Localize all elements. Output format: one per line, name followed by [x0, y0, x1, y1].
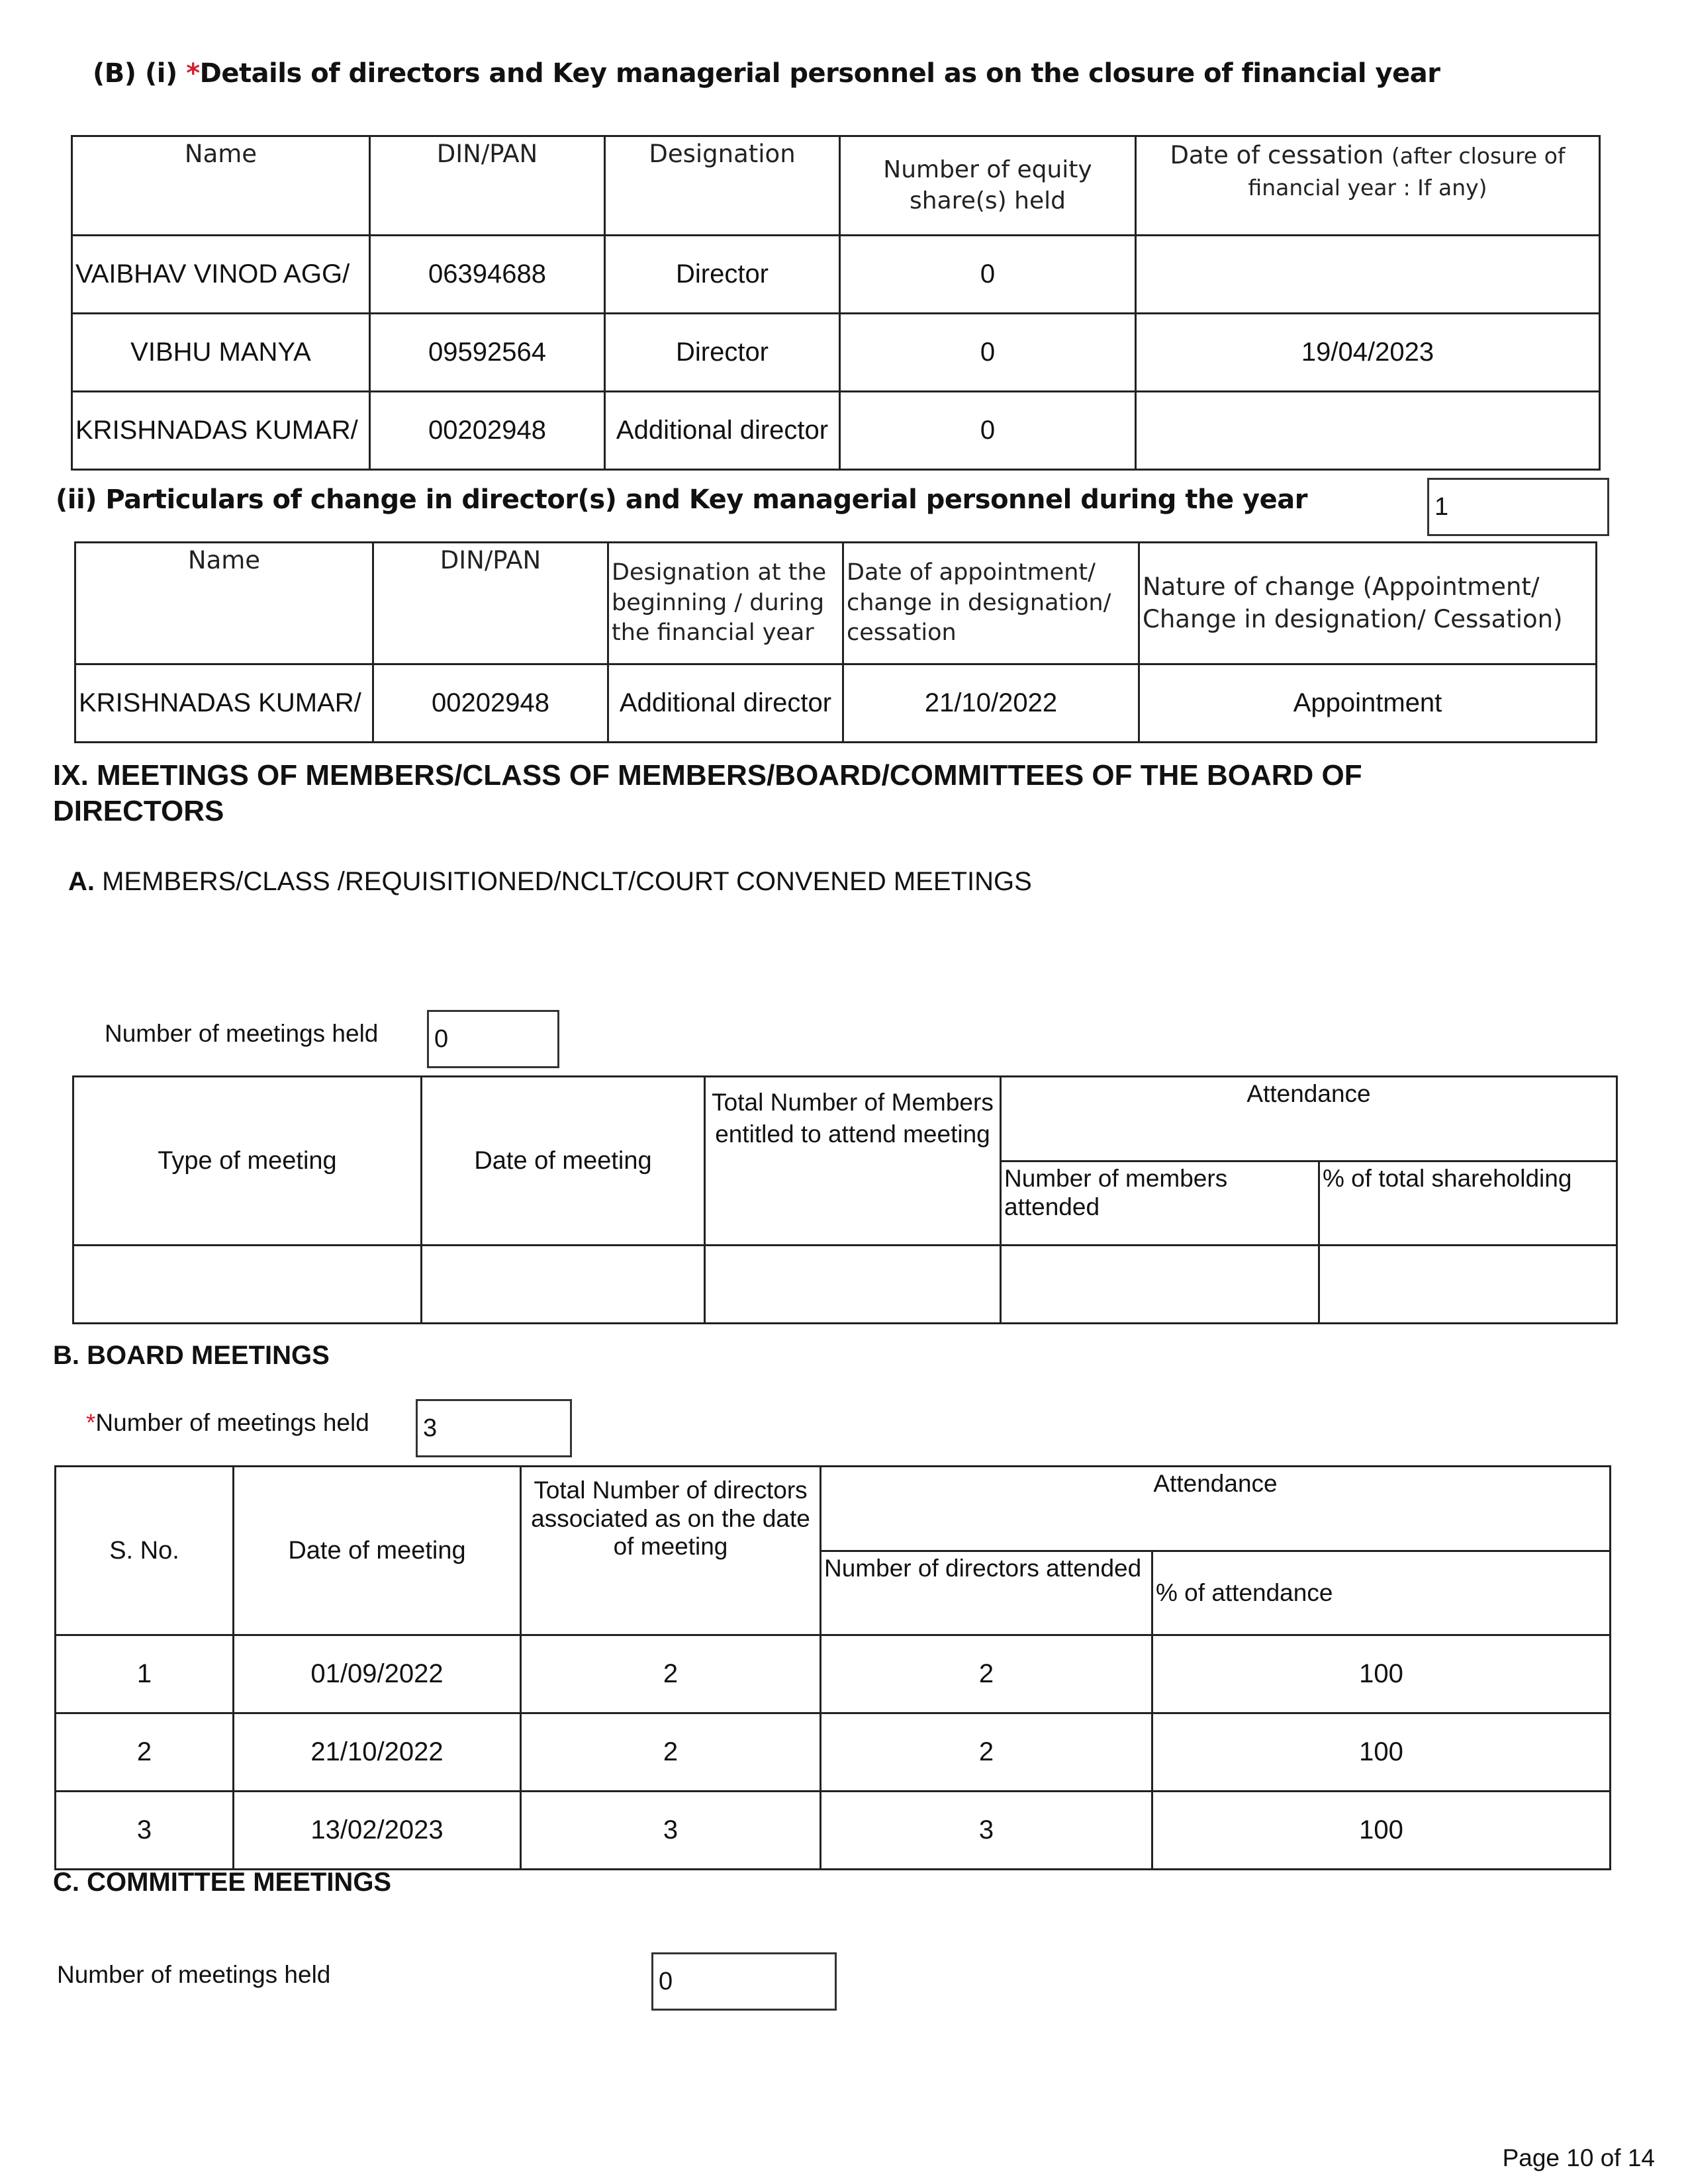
header-cessation	[1136, 136, 1600, 236]
header-name: Name	[72, 136, 370, 236]
header-date: Date of appointment/ change in designation/ cessation	[843, 543, 1139, 664]
board-meetings-table	[54, 1465, 1611, 1870]
a-meetings-label: Number of meetings held	[105, 1020, 379, 1047]
cell-date: 21/10/2022	[234, 1713, 521, 1792]
cell-pct: 100	[1152, 1792, 1611, 1870]
b-meetings-label	[86, 1409, 369, 1437]
table-row	[56, 1713, 1611, 1792]
header-sno: S. No.	[56, 1467, 234, 1635]
c-meetings-field[interactable]: 0	[651, 1952, 837, 2011]
header-attendance: Attendance	[821, 1467, 1611, 1551]
cell-total: 3	[521, 1792, 821, 1870]
cell-attended: 3	[821, 1792, 1152, 1870]
cell-empty	[1319, 1246, 1617, 1324]
cell-empty	[422, 1246, 705, 1324]
table-row	[72, 392, 1600, 470]
cell-pct: 100	[1152, 1713, 1611, 1792]
header-date: Date of meeting	[422, 1077, 705, 1246]
required-marker: *	[86, 1409, 96, 1436]
cell-date: 13/02/2023	[234, 1792, 521, 1870]
cell-total: 2	[521, 1635, 821, 1713]
cell-din: 06394688	[370, 236, 605, 314]
change-table	[74, 541, 1597, 743]
members-meetings-table	[72, 1075, 1618, 1324]
header-cessation-label: Date of cessation	[1170, 141, 1384, 169]
cell-designation: Additional director	[608, 664, 843, 743]
cell-empty	[73, 1246, 422, 1324]
cell-attended: 2	[821, 1635, 1152, 1713]
section-b1-prefix: (B) (i)	[93, 58, 187, 89]
cell-name: KRISHNADAS KUMAR/	[72, 392, 370, 470]
cell-shares: 0	[840, 236, 1136, 314]
cell-cessation	[1136, 392, 1600, 470]
c-meetings-label: Number of meetings held	[57, 1961, 331, 1988]
header-date: Date of meeting	[234, 1467, 521, 1635]
header-total: Total Number of Members entitled to attend meeting	[705, 1077, 1001, 1246]
cell-date: 01/09/2022	[234, 1635, 521, 1713]
cell-pct: 100	[1152, 1635, 1611, 1713]
section-ix-title: IX. MEETINGS OF MEMBERS/CLASS OF MEMBERS/BOARD/COMMITTEES OF THE BOARD OF DIRECTORS	[53, 759, 1362, 827]
header-pct: % of attendance	[1152, 1551, 1611, 1635]
table-row	[56, 1635, 1611, 1713]
header-type: Type of meeting	[73, 1077, 422, 1246]
cell-designation: Additional director	[605, 392, 840, 470]
table-row	[73, 1246, 1617, 1324]
header-cessation-note: (after closure of financial year : If any)	[1248, 143, 1566, 201]
b-meetings-field[interactable]: 3	[416, 1399, 572, 1457]
cell-date: 21/10/2022	[843, 664, 1139, 743]
cell-din: 00202948	[373, 664, 608, 743]
table-row	[72, 314, 1600, 392]
section-b2-title: (ii) Particulars of change in director(s) and Key managerial personnel during the year	[56, 484, 1307, 515]
cell-nature: Appointment	[1139, 664, 1597, 743]
cell-cessation: 19/04/2023	[1136, 314, 1600, 392]
b-meetings-label-text: Number of meetings held	[95, 1409, 369, 1436]
cell-name: VAIBHAV VINOD AGG/	[72, 236, 370, 314]
section-b1-title-text: Details of directors and Key managerial personnel as on the closure of financial year	[199, 58, 1440, 89]
cell-sno: 3	[56, 1792, 234, 1870]
header-din: DIN/PAN	[373, 543, 608, 664]
table-row	[72, 236, 1600, 314]
cell-name: VIBHU MANYA	[72, 314, 370, 392]
table-row	[56, 1792, 1611, 1870]
cell-shares: 0	[840, 392, 1136, 470]
section-a-title	[68, 867, 1032, 897]
section-a-label: MEMBERS/CLASS /REQUISITIONED/NCLT/COURT CONVENED MEETINGS	[95, 867, 1032, 896]
header-shares: Number of equity share(s) held	[840, 136, 1136, 236]
table-header-row	[72, 136, 1600, 236]
directors-table	[71, 135, 1601, 471]
section-c-title: C. COMMITTEE MEETINGS	[53, 1868, 392, 1897]
header-name: Name	[75, 543, 373, 664]
cell-name: KRISHNADAS KUMAR/	[75, 664, 373, 743]
header-designation: Designation at the beginning / during the financial year	[608, 543, 843, 664]
cell-designation: Director	[605, 236, 840, 314]
cell-sno: 2	[56, 1713, 234, 1792]
cell-din: 00202948	[370, 392, 605, 470]
change-count-field[interactable]: 1	[1427, 478, 1609, 536]
required-marker: *	[186, 58, 200, 89]
cell-shares: 0	[840, 314, 1136, 392]
cell-designation: Director	[605, 314, 840, 392]
cell-total: 2	[521, 1713, 821, 1792]
section-a-letter: A.	[68, 867, 95, 896]
cell-cessation	[1136, 236, 1600, 314]
table-row	[75, 664, 1597, 743]
cell-attended: 2	[821, 1713, 1152, 1792]
cell-sno: 1	[56, 1635, 234, 1713]
section-b1-title	[93, 58, 1440, 89]
a-meetings-field[interactable]: 0	[427, 1010, 559, 1068]
cell-empty	[705, 1246, 1001, 1324]
section-b-title: B. BOARD MEETINGS	[53, 1341, 330, 1370]
header-attendance: Attendance	[1001, 1077, 1617, 1161]
header-attended: Number of directors attended	[821, 1551, 1152, 1635]
cell-din: 09592564	[370, 314, 605, 392]
header-din: DIN/PAN	[370, 136, 605, 236]
page-number: Page 10 of 14	[1502, 2144, 1655, 2171]
cell-empty	[1001, 1246, 1319, 1324]
table-header-row	[75, 543, 1597, 664]
header-nature: Nature of change (Appointment/ Change in designation/ Cessation)	[1139, 543, 1597, 664]
header-designation: Designation	[605, 136, 840, 236]
header-total: Total Number of directors associated as on the date of meeting	[521, 1467, 821, 1635]
header-pct: % of total shareholding	[1319, 1161, 1617, 1246]
header-attended: Number of members attended	[1001, 1161, 1319, 1246]
